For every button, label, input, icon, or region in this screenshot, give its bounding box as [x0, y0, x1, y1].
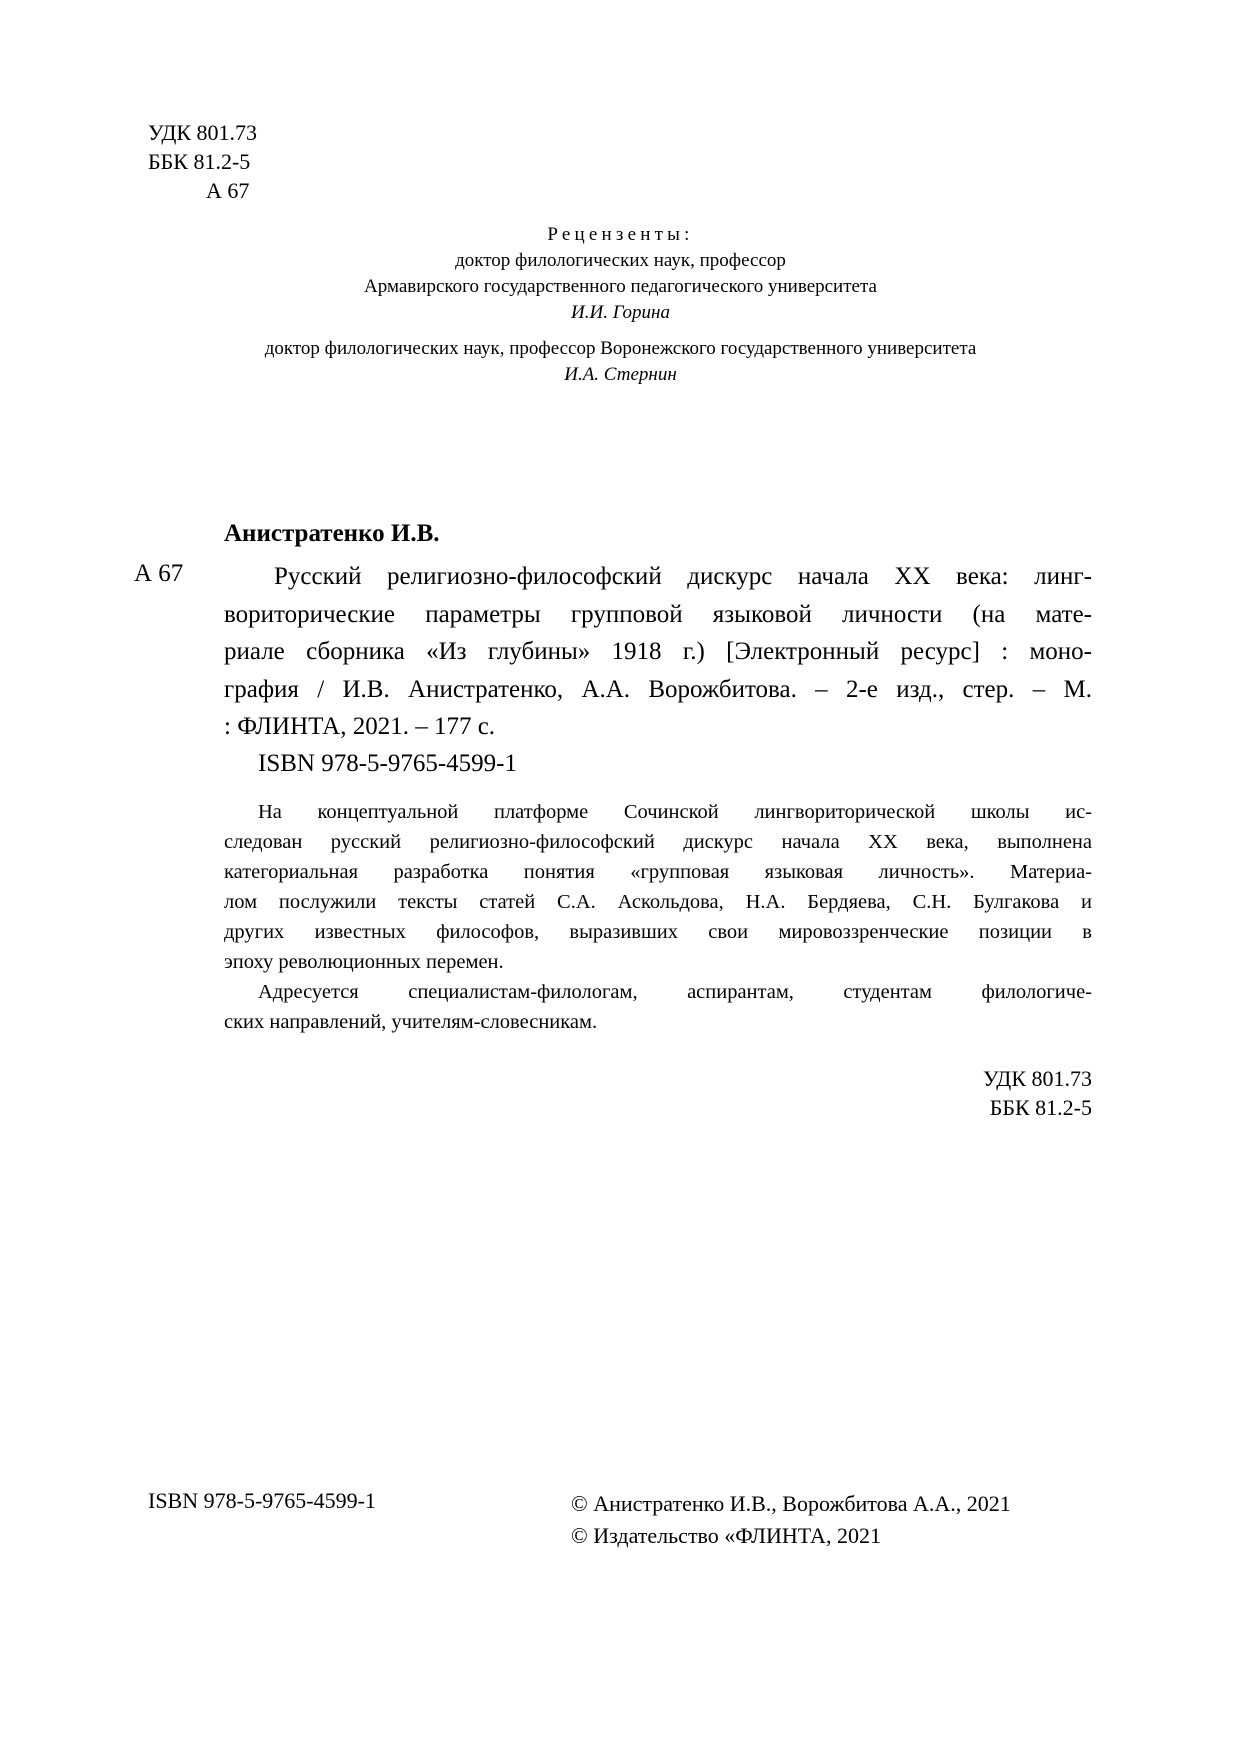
reviewer2-degree-affiliation: доктор филологических наук, профессор Воронежского государственного университета [264, 338, 977, 359]
udk-code: УДК 801.73 [148, 120, 258, 145]
copyright-authors: © Анистратенко И.В., Ворожбитова А.А., 2021 [571, 1491, 1011, 1516]
reviewer1-affiliation: Армавирского государственного педагогического университета [364, 276, 877, 297]
abstract-line: следован русский религиозно-философский дискурс начала XX века, выполнена [224, 831, 1092, 853]
entry-isbn: ISBN 978-5-9765-4599-1 [258, 750, 518, 777]
reviewer2-name: И.А. Стернин [564, 364, 677, 385]
abstract-line: других известных философов, выразивших свои мировоззренческие позиции в [224, 921, 1092, 943]
entry-code: А 67 [134, 560, 184, 587]
abstract-line: На концептуальной платформе Сочинской лингвориторической школы ис- [258, 801, 1092, 823]
abstract-line: Адресуется специалистам-филологам, аспирантам, студентам филологиче- [258, 981, 1092, 1003]
bbk-code: ББК 81.2-5 [148, 149, 251, 174]
classification-codes-right [983, 1064, 1092, 1122]
abstract [224, 797, 1092, 1037]
reviewer1-name: И.И. Горина [571, 302, 670, 323]
reviewer1-degree: доктор филологических наук, профессор [455, 250, 786, 271]
abstract-line: ских направлений, учителям-словесникам. [224, 1011, 598, 1033]
bibliographic-description [224, 558, 1092, 746]
footer-isbn: ISBN 978-5-9765-4599-1 [148, 1488, 376, 1513]
entry-author: Анистратенко И.В. [224, 520, 440, 547]
bib-line: вориторические параметры групповой языковой личности (на мате- [224, 600, 1092, 628]
classification-codes [148, 118, 257, 205]
author-code: А 67 [206, 178, 250, 203]
copyright-block [571, 1488, 1011, 1552]
reviewers-title: Рецензенты: [547, 224, 694, 245]
abstract-line: категориальная разработка понятия «групповая языковая личность». Материа- [224, 861, 1092, 883]
bib-line: Русский религиозно-философский дискурс начала XX века: линг- [274, 563, 1092, 590]
copyright-publisher: © Издательство «ФЛИНТА, 2021 [571, 1523, 881, 1548]
bib-line: графия / И.В. Анистратенко, А.А. Ворожбитова. – 2-е изд., стер. – М. [224, 675, 1092, 703]
bib-line: риале сборника «Из глубины» 1918 г.) [Электронный ресурс] : моно- [224, 638, 1092, 665]
bib-line: : ФЛИНТА, 2021. – 177 с. [224, 713, 496, 740]
udk-code-right: УДК 801.73 [982, 1066, 1092, 1091]
abstract-line: эпоху революционных перемен. [224, 951, 504, 973]
bbk-code-right: ББК 81.2-5 [989, 1095, 1092, 1120]
abstract-line: лом послужили тексты статей С.А. Аскольдова, Н.А. Бердяева, С.Н. Булгакова и [224, 891, 1092, 913]
